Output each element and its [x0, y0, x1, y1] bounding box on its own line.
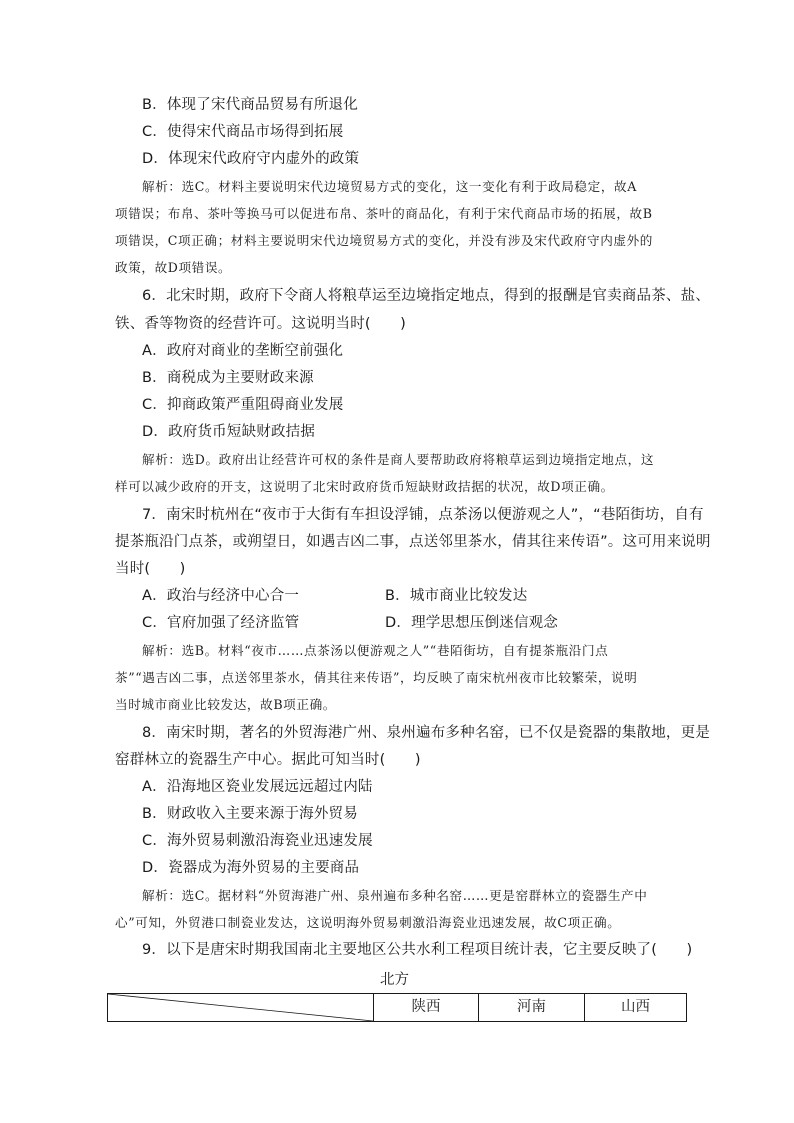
q6-stem-line: 6．北宋时期，政府下令商人将粮草运至边境指定地点，得到的报酬是官卖商品茶、盐、: [142, 288, 711, 304]
q6-option-b: B．商税成为主要财政来源: [142, 370, 314, 386]
diagonal-header-line: [108, 994, 373, 1021]
q7-option-d: D．理学思想压倒迷信观念: [385, 615, 559, 631]
q8-stem-line: 窑群林立的瓷器生产中心。据此可知当时( ): [115, 752, 421, 768]
q5-option-c: C．使得宋代商品市场得到拓展: [142, 124, 344, 140]
q6-option-a: A．政府对商业的垄断空前强化: [142, 343, 344, 359]
table-header-shaanxi: 陕西: [373, 994, 478, 1021]
q7-stem-line: 提茶瓶沿门点茶，或朔望日，如遇吉凶二事，点送邻里茶水，倩其往来传语”。这可用来说明: [115, 534, 711, 550]
q9-stem: 9．以下是唐宋时期我国南北主要地区公共水利工程项目统计表，它主要反映了( ): [142, 942, 693, 958]
q6-option-c: C．抑商政策严重阻碍商业发展: [142, 397, 344, 413]
q8-option-d: D．瓷器成为海外贸易的主要商品: [142, 860, 360, 876]
q8-option-b: B．财政收入主要来源于海外贸易: [142, 806, 358, 822]
q6-analysis-line: 样可以减少政府的开支，这说明了北宋时政府货币短缺财政拮据的状况，故D项正确。: [115, 479, 614, 494]
q7-analysis-line: 当时城市商业比较发达，故B项正确。: [115, 697, 336, 712]
q7-option-a: A．政治与经济中心合一: [142, 588, 300, 604]
q5-option-d: D．体现宋代政府守内虚外的政策: [142, 151, 360, 167]
q7-stem-line: 当时( ): [115, 561, 186, 577]
q8-option-c: C．海外贸易刺激沿海瓷业迅速发展: [142, 833, 373, 849]
q7-stem-line: 7．南宋时杭州在“夜市于大街有车担设浮铺，点茶汤以便游观之人”，“巷陌街坊，自有: [142, 507, 704, 523]
q5-analysis-line: 政策，故D项错误。: [115, 260, 232, 275]
table-header-henan: 河南: [478, 994, 584, 1021]
q8-analysis-line: 心”可知，外贸港口制瓷业发达，这说明海外贸易刺激沿海瓷业迅速发展，故C项正确。: [115, 915, 621, 930]
table-header-shanxi: 山西: [584, 994, 686, 1021]
q8-option-a: A．沿海地区瓷业发展远远超过内陆: [142, 779, 373, 795]
q5-analysis-line: 解析：选C。材料主要说明宋代边境贸易方式的变化，这一变化有利于政局稳定，故A: [142, 179, 637, 194]
table-title: 北方: [380, 972, 409, 988]
q6-option-d: D．政府货币短缺财政拮据: [142, 424, 316, 440]
q5-analysis-line: 项错误；布帛、茶叶等换马可以促进布帛、茶叶的商品化，有利于宋代商品市场的拓展，故B: [115, 206, 653, 221]
q5-option-b: B．体现了宋代商品贸易有所退化: [142, 97, 358, 113]
q7-option-c: C．官府加强了经济监管: [142, 615, 300, 631]
q8-stem-line: 8．南宋时期，著名的外贸海港广州、泉州遍布多种名窑，已不仅是瓷器的集散地，更是: [142, 725, 711, 741]
q7-option-b: B．城市商业比较发达: [385, 588, 528, 604]
q5-analysis-line: 项错误，C项正确；材料主要说明宋代边境贸易方式的变化，并没有涉及宋代政府守内虚外的: [115, 233, 653, 248]
q6-analysis-line: 解析：选D。政府出让经营许可权的条件是商人要帮助政府将粮草运到边境指定地点，这: [142, 452, 655, 467]
water-projects-table: [107, 993, 687, 1022]
q8-analysis-line: 解析：选C。据材料“外贸海港广州、泉州遍布多种名窑……更是窑群林立的瓷器生产中: [142, 888, 648, 903]
q7-analysis-line: 解析：选B。材料“夜市……点茶汤以便游观之人”“巷陌街坊，自有提茶瓶沿门点: [142, 643, 609, 658]
q6-stem-line: 铁、香等物资的经营许可。这说明当时( ): [115, 316, 407, 332]
q7-analysis-line: 茶”“遇吉凶二事，点送邻里茶水，倩其往来传语”，均反映了南宋杭州夜市比较繁荣，说明: [115, 670, 638, 685]
